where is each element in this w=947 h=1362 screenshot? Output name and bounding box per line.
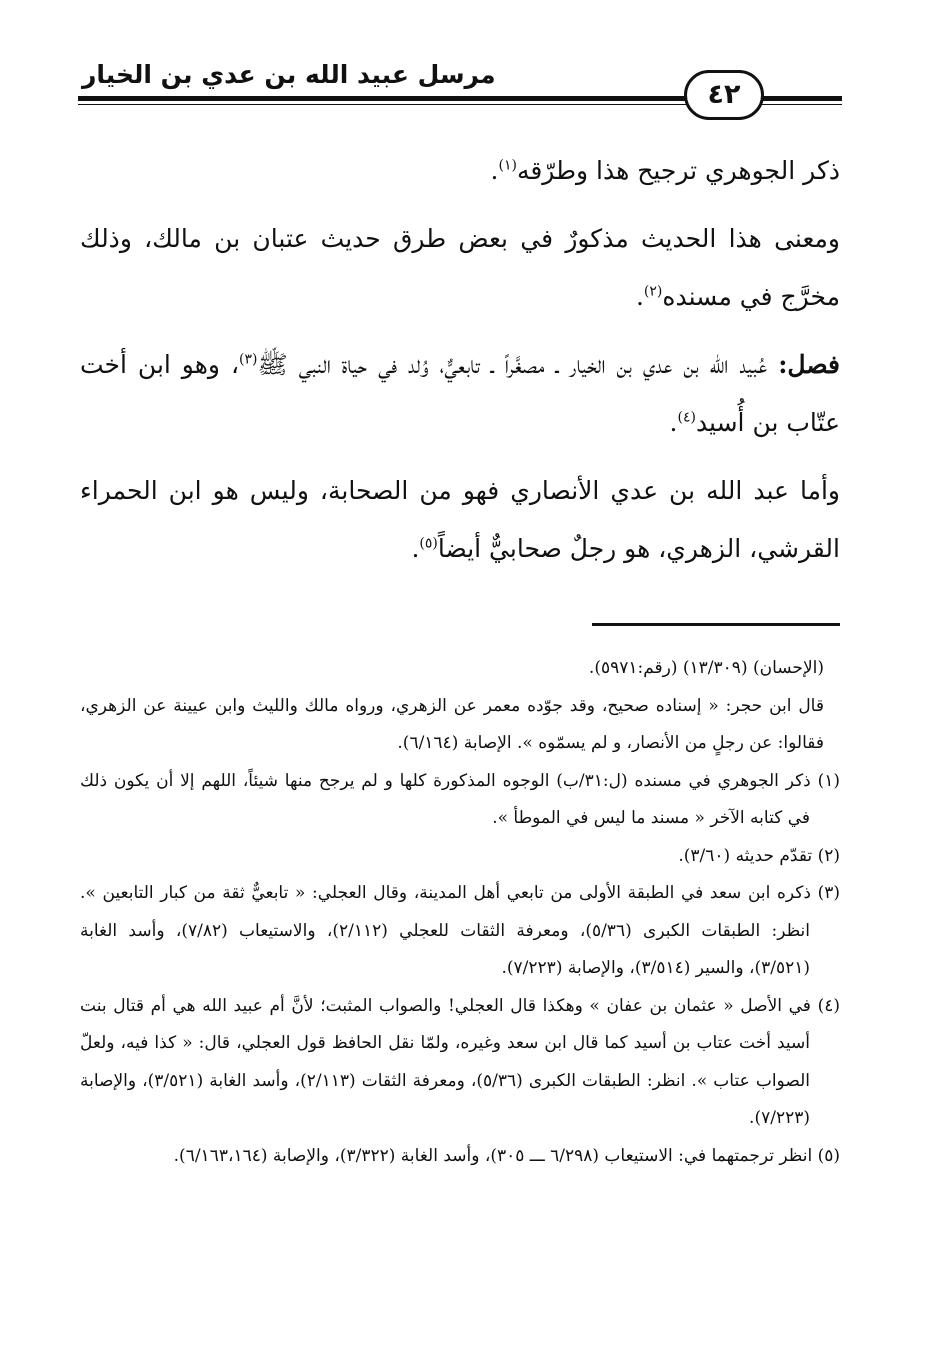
page-header [78, 56, 842, 126]
footnote-number: (٢) [817, 845, 840, 866]
footnote-2: (٢) تقدّم حديثه (٣/٦٠). [678, 845, 840, 866]
footnote-ref-5[interactable]: (٥) [419, 535, 438, 552]
footnote-ref-1[interactable]: (١) [498, 157, 517, 174]
paragraph-4: وأما عبد الله بن عدي الأنصاري فهو من الصحابة، وليس هو ابن الحمراء القرشي، الزهري، هو رجلٌ صحابيٌّ أيضاً$^{(٥)}$. [80, 476, 840, 563]
footnote-ref-3[interactable]: (٣) [239, 351, 258, 368]
main-text [80, 142, 840, 588]
footnote-number: (٤) [817, 995, 840, 1016]
footnote-ref-2[interactable]: (٢) [643, 283, 663, 300]
section-lead: فصل: [778, 350, 840, 379]
footnote-number: (٥) [817, 1145, 840, 1166]
footnote-5: (٥) انظر ترجمتهما في: الاستيعاب (٦/٢٩٨ ـــ ٣٠٥)، وأسد الغابة (٣/٣٢٢)، والإصابة (٦/١٦٣،١٦٤). [173, 1145, 840, 1166]
page-number: ٤٢ [684, 70, 764, 120]
footnote-ref-4[interactable]: (٤) [677, 409, 696, 426]
paragraph-1: ذكر الجوهري ترجيح هذا وطرّقه$^{(١)}$. [490, 156, 840, 185]
running-title: مرسل عبيد الله بن عدي بن الخيار [82, 60, 496, 89]
footnote-continuation: قال ابن حجر: « إسناده صحيح، وقد جوّده معمر عن الزهري، ورواه مالك والليث وابن عيينة عن الزهري، فقالوا: عن رجلٍ من الأنصار، و لم يسمّوه ». الإصابة (٦/١٦٤). [80, 695, 824, 753]
footnote-number: (١) [817, 770, 840, 791]
footnote-4: (٤) في الأصل « عثمان بن عفان » وهكذا قال العجلي! والصواب المثبت؛ لأنَّ أم عبيد الله هي أم قتال بنت أسيد أخت عتاب بن أسيد كما قال ابن سعد وغيره، ولمّا نقل الحافظ قول العجلي، قال: « كذا فيه، ولعلّ الصواب عتاب ». انظر: الطبقات الكبرى (٥/٣٦)، ومعرفة الثقات (٢/١١٣)، وأسد الغابة (٣/٥٢١)، والإصابة (٧/٢٢٣). [80, 995, 840, 1128]
footnotes [80, 650, 840, 1175]
footnote-3: (٣) ذكره ابن سعد في الطبقة الأولى من تابعي أهل المدينة، وقال العجلي: « تابعيٌّ ثقة من كبار التابعين ». انظر: الطبقات الكبرى (٥/٣٦)، ومعرفة الثقات للعجلي (٢/١١٢)، والاستيعاب (٧/٨٢)، وأسد الغابة (٣/٥٢١)، والسير (٣/٥١٤)، والإصابة (٧/٢٢٣). [80, 883, 840, 978]
paragraph-3: فصل: عُبيد الله بن عدي بن الخيار ـ مصغَّراً ـ تابعيٌّ، وُلد في حياة النبي ﷺ$^{(٣)}$، وهو ابن أخت عتّاب بن أُسيد$^{(٤)}$. [80, 350, 840, 437]
footnote-1: (١) ذكر الجوهري في مسنده (ل:٣١/ب) الوجوه المذكورة كلها و لم يرجح منها شيئاً، اللهم إلا أن يكون ذلك في كتابه الآخر « مسند ما ليس في الموطأ ». [80, 770, 840, 828]
footnote-separator [592, 623, 840, 626]
paragraph-2: ومعنى هذا الحديث مذكورٌ في بعض طرق حديث عتبان بن مالك، وذلك مخرَّج في مسنده$^{(٢)}$. [80, 224, 840, 311]
footnote-number: (٣) [817, 883, 840, 903]
footnote-continuation: (الإحسان) (١٣/٣٠٩) (رقم:٥٩٧١). [588, 658, 824, 678]
